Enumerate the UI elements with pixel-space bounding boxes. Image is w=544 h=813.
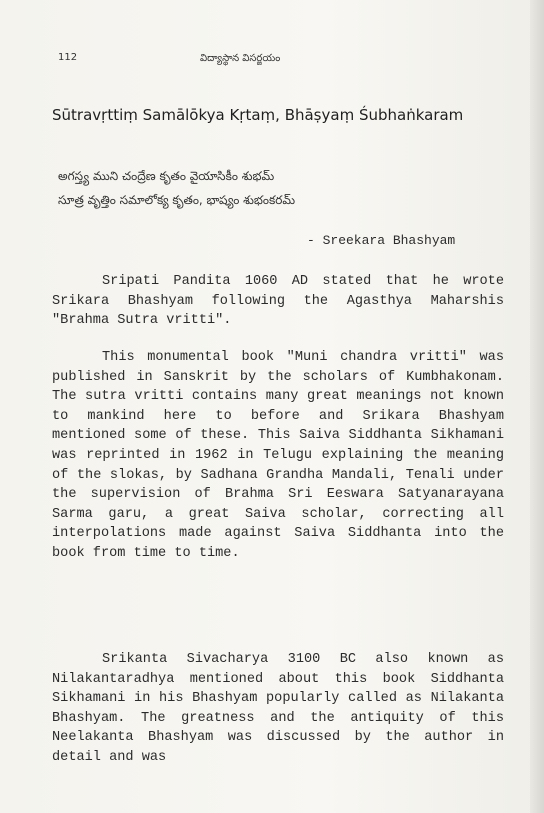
paragraph-2: This monumental book "Muni chandra vritti" was published in Sanskrit by the scholars of Kumbhakonam. The sutra vritti contains many great meanings not known to mankind here to before and Srikara Bhashyam mentioned some of these. This Saiva Siddhanta Sikhamani was reprinted in 1962 in Telugu explaining the meaning of the slokas, by Sadhana Grandha Mandali, Tenali under the supervision of Brahma Sri Eeswara Satyanarayana Sarma garu, a great Saiva scholar, correcting all interpolations made against Saiva Siddhanta into the book from time to time. [52,350,504,561]
telugu-verse-line-1: అగస్త్య ముని చంద్రేణ కృతం వైయాసికీం శుభమ్ [58,169,275,183]
telugu-verse-line-2: సూత్ర వృత్తిం సమాలోక్య కృతం, భాష్యం శుభంకరమ్ [58,193,296,207]
paragraph-3: Srikanta Sivacharya 3100 BC also known as Nilakantaradhya mentioned about this book Siddhanta Sikhamani in his Bhashyam popularly called as Nilakanta Bhashyam. The greatness and the antiquity of this Neelakanta Bhashyam was discussed by the author in detail and was [52,652,504,765]
running-head: విద్యాస్థాన విసర్జయం [200,53,281,64]
paragraph-1: Sripati Pandita 1060 AD stated that he wrote Srikara Bhashyam following the Agasthya Maharshis "Brahma Sutra vritti". [52,274,504,329]
verse-attribution: - Sreekara Bhashyam [307,233,456,248]
section-title: Sūtravṛttiṃ Samālōkya Kṛtaṃ, Bhāṣyaṃ Śubhaṅkaram [52,106,464,124]
page-number: 112 [58,52,78,63]
page-edge [530,0,544,813]
page-header [58,52,478,70]
